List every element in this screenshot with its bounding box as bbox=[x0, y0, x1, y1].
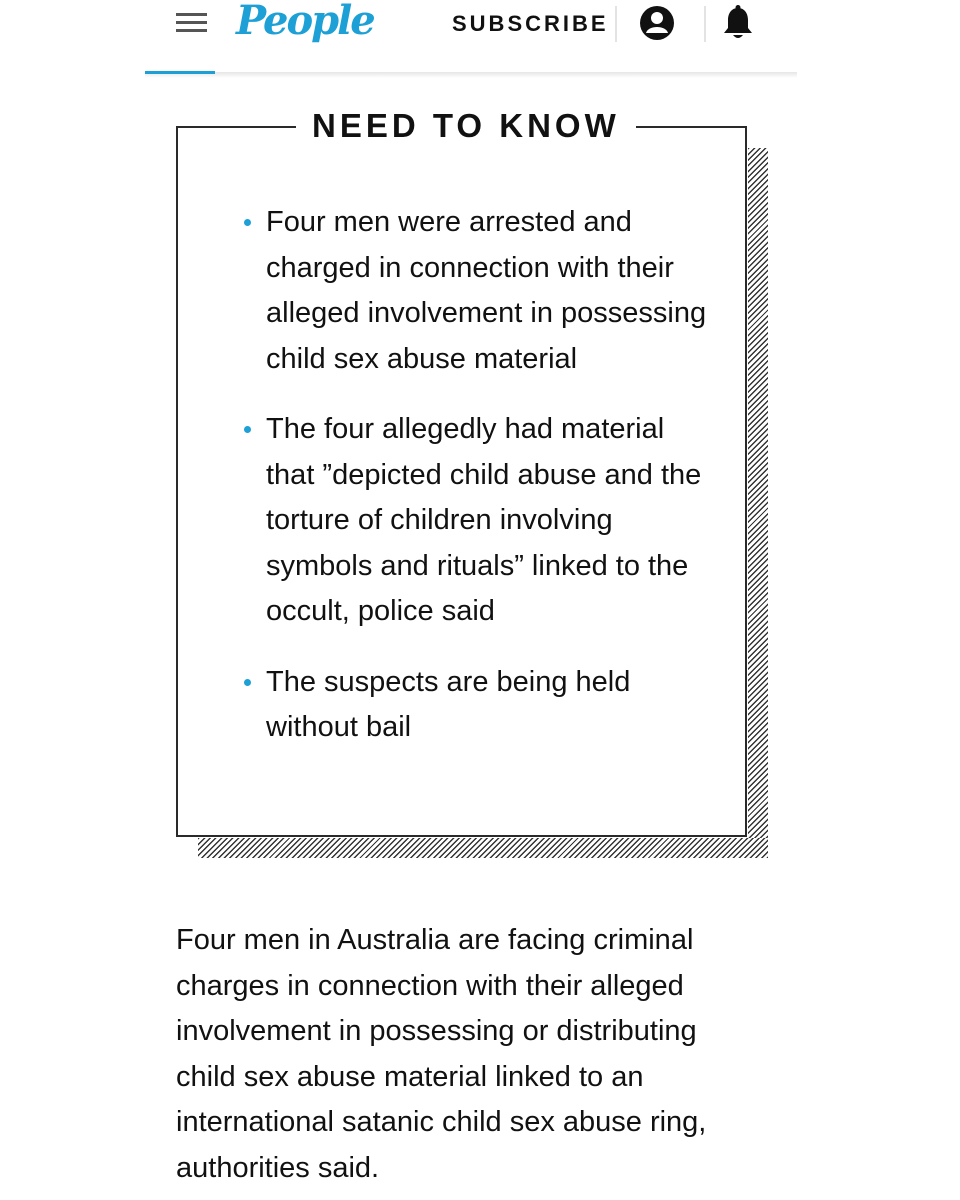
header-shadow bbox=[145, 72, 797, 78]
need-to-know-item-text: The suspects are being held without bail bbox=[266, 665, 631, 743]
hamburger-menu-icon[interactable] bbox=[176, 11, 208, 35]
need-to-know-item-text: The four allegedly had material that ”depicted child abuse and the torture of children involving symbols and rituals” linked to the occult, police said bbox=[266, 413, 702, 627]
bell-icon[interactable] bbox=[720, 4, 756, 42]
need-to-know-item-text: Four men were arrested and charged in connection with their alleged involvement in possessing child sex abuse material bbox=[266, 206, 707, 375]
need-to-know-list bbox=[244, 200, 714, 776]
box-shadow-hatching bbox=[748, 148, 768, 858]
header-divider bbox=[615, 6, 617, 42]
menu-line bbox=[176, 29, 207, 32]
need-to-know-item bbox=[244, 407, 714, 635]
box-shadow-hatching bbox=[198, 838, 768, 858]
account-icon[interactable] bbox=[638, 4, 676, 42]
people-logo[interactable]: People bbox=[236, 0, 374, 44]
article-paragraph: Four men in Australia are facing criminal charges in connection with their alleged involvement in possessing or distributing child sex abuse material linked to an international satanic child sex abuse ring, authorities said. bbox=[176, 924, 707, 1184]
subscribe-button[interactable]: SUBSCRIBE bbox=[452, 11, 609, 36]
menu-line bbox=[176, 13, 207, 16]
active-nav-indicator bbox=[145, 71, 215, 74]
menu-line bbox=[176, 21, 207, 24]
need-to-know-title: NEED TO KNOW bbox=[296, 104, 636, 148]
bullet-dot-icon bbox=[244, 219, 251, 226]
need-to-know-item bbox=[244, 200, 714, 382]
need-to-know-item bbox=[244, 660, 714, 751]
bullet-dot-icon bbox=[244, 679, 251, 686]
bullet-dot-icon bbox=[244, 426, 251, 433]
header-divider bbox=[704, 6, 706, 42]
